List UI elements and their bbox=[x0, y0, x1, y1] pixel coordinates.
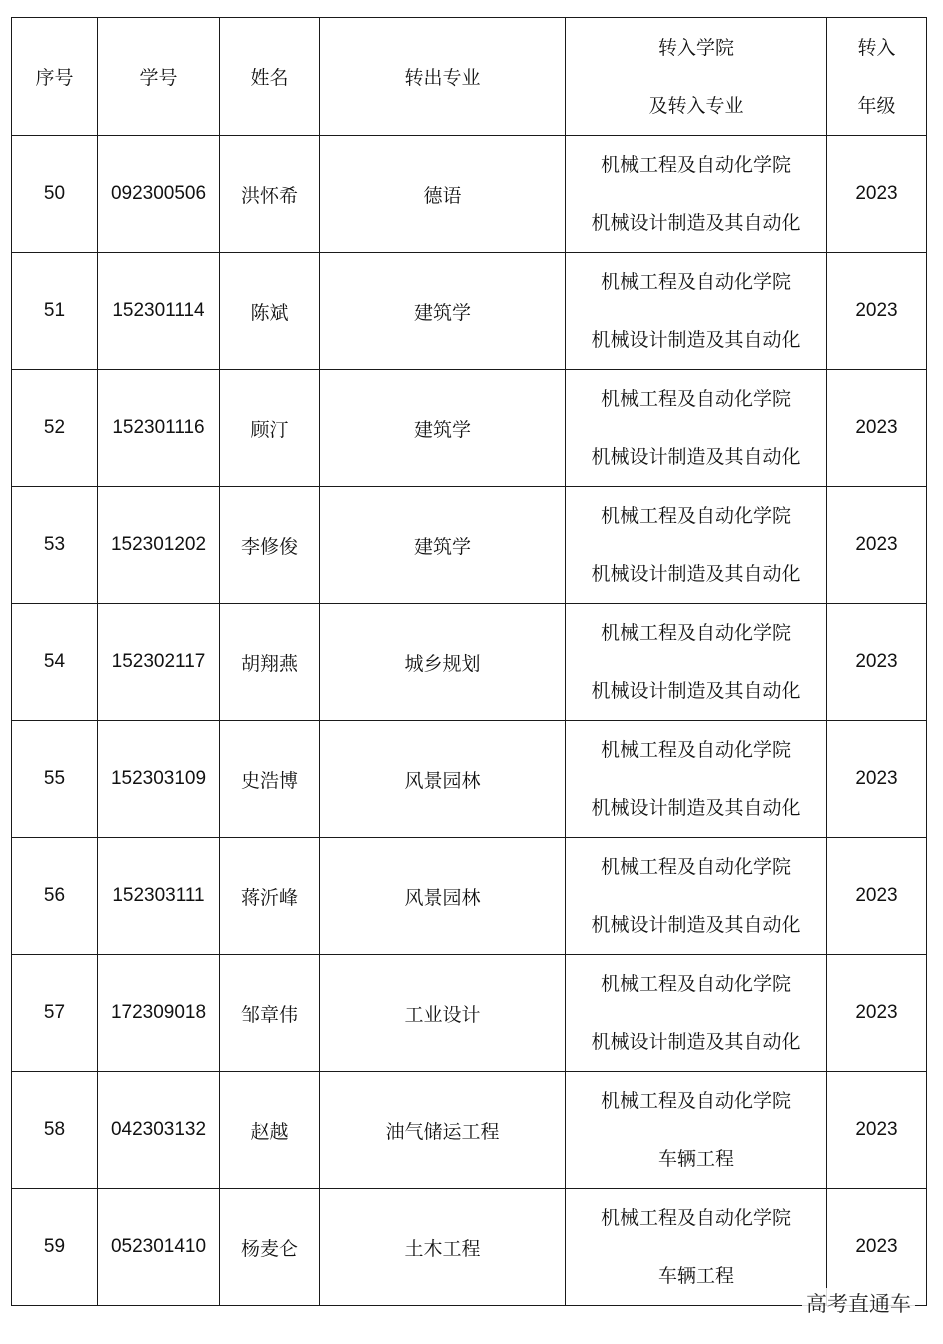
cell-grade: 2023 bbox=[827, 838, 927, 955]
cell-to-college-major bbox=[566, 1189, 827, 1306]
cell-college: 机械工程及自动化学院 bbox=[600, 271, 791, 293]
cell-college: 机械工程及自动化学院 bbox=[600, 622, 791, 644]
cell-name: 赵越 bbox=[220, 1072, 320, 1189]
cell-to-college-major bbox=[566, 1072, 827, 1189]
cell-seq: 53 bbox=[12, 487, 98, 604]
cell-from-major: 土木工程 bbox=[320, 1189, 566, 1306]
cell-name: 邹章伟 bbox=[220, 955, 320, 1072]
header-grade-line1: 转入 bbox=[857, 36, 896, 59]
cell-seq: 54 bbox=[12, 604, 98, 721]
cell-student-id: 042303132 bbox=[98, 1072, 220, 1189]
cell-student-id: 152303109 bbox=[98, 721, 220, 838]
cell-seq: 59 bbox=[12, 1189, 98, 1306]
header-student-id: 学号 bbox=[98, 18, 220, 136]
cell-major: 机械设计制造及其自动化 bbox=[591, 563, 801, 585]
table-row bbox=[12, 136, 927, 253]
table-row bbox=[12, 487, 927, 604]
cell-seq: 50 bbox=[12, 136, 98, 253]
cell-grade: 2023 bbox=[827, 604, 927, 721]
header-seq: 序号 bbox=[12, 18, 98, 136]
cell-student-id: 172309018 bbox=[98, 955, 220, 1072]
cell-to-college-major bbox=[566, 604, 827, 721]
cell-grade: 2023 bbox=[827, 370, 927, 487]
cell-student-id: 152302117 bbox=[98, 604, 220, 721]
cell-major: 机械设计制造及其自动化 bbox=[591, 329, 801, 351]
table-row bbox=[12, 1189, 927, 1306]
header-to-college-line2: 及转入专业 bbox=[648, 94, 744, 117]
table-row bbox=[12, 253, 927, 370]
cell-to-college-major bbox=[566, 838, 827, 955]
cell-college: 机械工程及自动化学院 bbox=[600, 973, 791, 995]
cell-from-major: 城乡规划 bbox=[320, 604, 566, 721]
cell-student-id: 152301116 bbox=[98, 370, 220, 487]
cell-major: 机械设计制造及其自动化 bbox=[591, 212, 801, 234]
cell-major: 机械设计制造及其自动化 bbox=[591, 797, 801, 819]
cell-seq: 51 bbox=[12, 253, 98, 370]
cell-name: 蒋沂峰 bbox=[220, 838, 320, 955]
table-row bbox=[12, 604, 927, 721]
cell-student-id: 152303111 bbox=[98, 838, 220, 955]
cell-to-college-major bbox=[566, 721, 827, 838]
cell-college: 机械工程及自动化学院 bbox=[600, 1090, 791, 1112]
cell-college: 机械工程及自动化学院 bbox=[600, 505, 791, 527]
header-grade bbox=[827, 18, 927, 136]
header-grade-line2: 年级 bbox=[857, 94, 896, 117]
cell-student-id: 152301202 bbox=[98, 487, 220, 604]
cell-college: 机械工程及自动化学院 bbox=[600, 388, 791, 410]
cell-college: 机械工程及自动化学院 bbox=[600, 154, 791, 176]
cell-from-major: 德语 bbox=[320, 136, 566, 253]
cell-to-college-major bbox=[566, 955, 827, 1072]
cell-to-college-major bbox=[566, 370, 827, 487]
cell-name: 李修俊 bbox=[220, 487, 320, 604]
cell-major: 机械设计制造及其自动化 bbox=[591, 914, 801, 936]
cell-student-id: 092300506 bbox=[98, 136, 220, 253]
cell-college: 机械工程及自动化学院 bbox=[600, 739, 791, 761]
cell-college: 机械工程及自动化学院 bbox=[600, 856, 791, 878]
table-row bbox=[12, 721, 927, 838]
cell-from-major: 建筑学 bbox=[320, 253, 566, 370]
cell-major: 车辆工程 bbox=[657, 1265, 734, 1287]
cell-from-major: 建筑学 bbox=[320, 370, 566, 487]
cell-seq: 52 bbox=[12, 370, 98, 487]
cell-to-college-major bbox=[566, 487, 827, 604]
table-row bbox=[12, 955, 927, 1072]
table-row bbox=[12, 1072, 927, 1189]
cell-grade: 2023 bbox=[827, 1189, 927, 1306]
header-from-major: 转出专业 bbox=[320, 18, 566, 136]
cell-seq: 58 bbox=[12, 1072, 98, 1189]
cell-to-college-major bbox=[566, 136, 827, 253]
cell-from-major: 油气储运工程 bbox=[320, 1072, 566, 1189]
header-row bbox=[12, 18, 927, 136]
cell-grade: 2023 bbox=[827, 253, 927, 370]
cell-student-id: 152301114 bbox=[98, 253, 220, 370]
cell-major: 机械设计制造及其自动化 bbox=[591, 680, 801, 702]
cell-name: 陈斌 bbox=[220, 253, 320, 370]
cell-grade: 2023 bbox=[827, 955, 927, 1072]
cell-major: 车辆工程 bbox=[657, 1148, 734, 1170]
roster-body bbox=[12, 136, 927, 1306]
header-to-college bbox=[566, 18, 827, 136]
cell-seq: 55 bbox=[12, 721, 98, 838]
cell-name: 胡翔燕 bbox=[220, 604, 320, 721]
cell-from-major: 建筑学 bbox=[320, 487, 566, 604]
header-to-college-line1: 转入学院 bbox=[657, 36, 734, 59]
cell-name: 顾汀 bbox=[220, 370, 320, 487]
cell-student-id: 052301410 bbox=[98, 1189, 220, 1306]
cell-grade: 2023 bbox=[827, 721, 927, 838]
cell-seq: 56 bbox=[12, 838, 98, 955]
cell-seq: 57 bbox=[12, 955, 98, 1072]
cell-grade: 2023 bbox=[827, 136, 927, 253]
cell-college: 机械工程及自动化学院 bbox=[600, 1207, 791, 1229]
watermark-text: 高考直通车 bbox=[802, 1288, 915, 1318]
cell-from-major: 工业设计 bbox=[320, 955, 566, 1072]
cell-grade: 2023 bbox=[827, 487, 927, 604]
cell-major: 机械设计制造及其自动化 bbox=[591, 446, 801, 468]
cell-from-major: 风景园林 bbox=[320, 838, 566, 955]
cell-name: 洪怀希 bbox=[220, 136, 320, 253]
transfer-roster-table bbox=[11, 17, 927, 1306]
table-row bbox=[12, 838, 927, 955]
table-row bbox=[12, 370, 927, 487]
cell-from-major: 风景园林 bbox=[320, 721, 566, 838]
cell-to-college-major bbox=[566, 253, 827, 370]
cell-name: 史浩博 bbox=[220, 721, 320, 838]
header-name: 姓名 bbox=[220, 18, 320, 136]
cell-name: 杨麦仑 bbox=[220, 1189, 320, 1306]
cell-grade: 2023 bbox=[827, 1072, 927, 1189]
cell-major: 机械设计制造及其自动化 bbox=[591, 1031, 801, 1053]
